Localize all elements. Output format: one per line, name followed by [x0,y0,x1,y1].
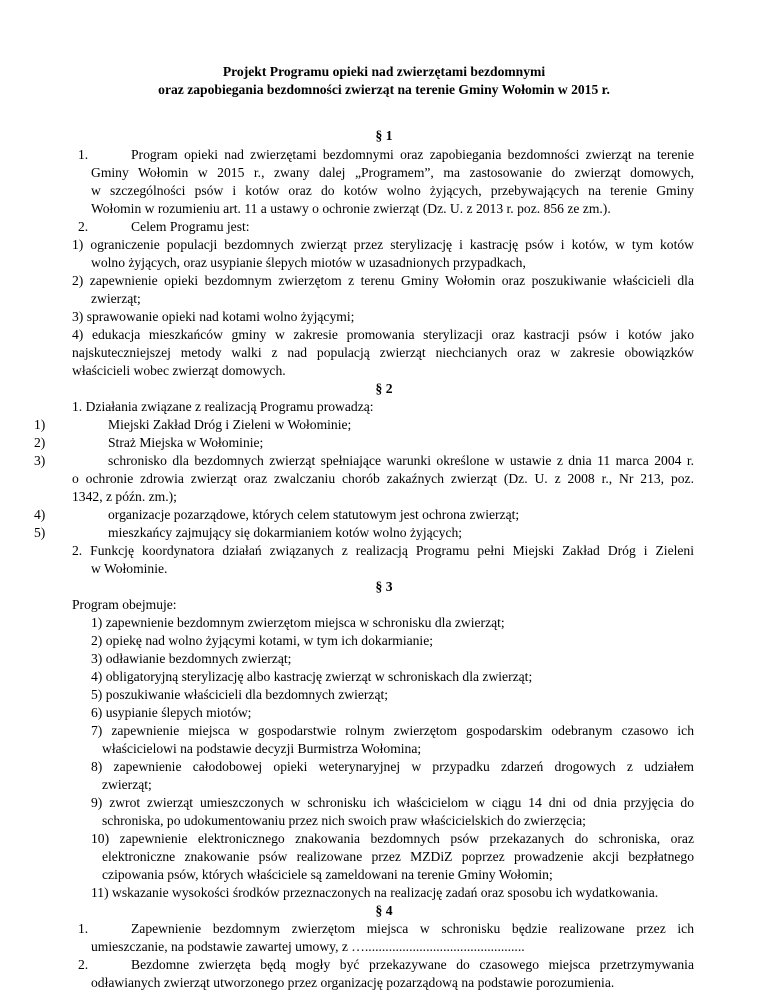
s1-p1-line: Gminy Wołomin w 2015 r., zwany dalej „Programem”, ma zastosowanie do zwierząt domowych, [91,165,694,180]
s2-item-continued: o ochronie zdrowia zwierząt oraz zwalczaniu chorób zakaźnych zwierząt (Dz. U. z 2008 r., Nr 213, poz. [72,471,694,486]
s1-item: 1) ograniczenie populacji bezdomnych zwierząt przez sterylizację i kastrację psów i kotów, w tym kotów [72,237,694,252]
s3-item-continued: zwierząt; [102,777,152,792]
s1-p1-line: Wołomin w rozumieniu art. 11 a ustawy o ochronie zwierząt (Dz. U. z 2013 r. poz. 856 ze zm.). [91,201,611,216]
s2-item-number: 5) [34,525,46,540]
s2-item-number: 2) [34,435,46,450]
s3-item: 5) poszukiwanie właścicieli dla bezdomnych zwierząt; [91,687,389,702]
s2-item-text: organizacje pozarządowe, których celem statutowym jest ochrona zwierząt; [108,507,520,522]
s3-item: 2) opiekę nad wolno żyjącymi kotami, w tym ich dokarmianie; [91,633,434,648]
s3-item: 4) obligatoryjną sterylizację albo kastrację zwierząt w schroniskach dla zwierząt; [91,669,533,684]
s1-p1-line: w szczególności psów i kotów oraz do kotów wolno żyjących, przebywających na terenie Gminy [91,183,694,198]
s1-item-continued: zwierząt; [91,291,141,306]
s3-item-continued: schroniska, po udokumentowaniu przez nich swoich praw właścicielskich do zwierzęcia; [102,813,586,828]
s2-item-number: 1) [34,417,46,432]
s2-item-continued: 1342, z późn. zm.); [72,489,177,504]
s3-item: 3) odławianie bezdomnych zwierząt; [91,651,292,666]
s3-item: 10) zapewnienie elektronicznego znakowania bezdomnych psów przekazanych do schroniska, oraz [91,831,694,846]
s3-item: 1) zapewnienie bezdomnym zwierzętom miejsca w schronisku dla zwierząt; [91,615,505,630]
s4-p2-number: 2. [78,957,89,972]
s1-p1-line: Program opieki nad zwierzętami bezdomnymi oraz zapobiegania bezdomności zwierząt na terenie [131,147,694,162]
document-title-line-2: oraz zapobiegania bezdomności zwierząt na terenie Gminy Wołomin w 2015 r. [158,82,610,97]
s2-item-text: mieszkańcy zajmujący się dokarmianiem kotów wolno żyjących; [108,525,463,540]
s2-item-text: Miejski Zakład Dróg i Zieleni w Wołominie; [108,417,352,432]
section-3-heading: § 3 [375,579,393,594]
s3-item: 7) zapewnienie miejsca w gospodarstwie rolnym zwierzętom gospodarskim odebranym czasowo ich [91,723,694,738]
s3-item: 6) usypianie ślepych miotów; [91,705,252,720]
s3-intro: Program obejmuje: [72,597,177,612]
s2-item-number: 4) [34,507,46,522]
s1-item: 4) edukacja mieszkańców gminy w zakresie promowania sterylizacji oraz kastracji psów i kotów jako [72,327,694,342]
section-4-heading: § 4 [375,903,393,918]
document-title-line-1: Projekt Programu opieki nad zwierzętami bezdomnymi [222,64,546,79]
s3-item: 11) wskazanie wysokości środków przeznaczonych na realizację zadań oraz sposobu ich wydatkowania. [91,885,659,900]
s4-p1-text: Zapewnienie bezdomnym zwierzętom miejsca w schronisku będzie realizowane przez ich [131,921,694,936]
s4-p1-continued: umieszczanie, na podstawie zawartej umowy, z …............................................... [91,939,525,954]
s2-p2-continued: w Wołominie. [91,561,168,576]
s1-item-continued: wolno żyjących, oraz usypianie ślepych miotów w uzasadnionych przypadkach, [91,255,526,270]
s4-p2-continued: odławianych zwierząt utworzonego przez organizację pozarządową na podstawie porozumienia. [91,975,615,990]
s2-p2-text: 2. Funkcję koordynatora działań związanych z realizacją Programu pełni Miejski Zakład Dróg i Zieleni [72,543,694,558]
s3-item-continued: elektroniczne znakowanie psów realizowane przez MZDiZ poprzez prowadzenie akcji bezpłatnego [102,849,694,864]
s1-p2-number: 2. [78,219,89,234]
section-2-heading: § 2 [375,381,393,396]
s1-p2-text: Celem Programu jest: [131,219,250,234]
s1-item-continued: właścicieli wobec zwierząt domowych. [72,363,286,378]
s2-p1-text: 1. Działania związane z realizacją Programu prowadzą: [72,399,374,414]
s4-p2-text: Bezdomne zwierzęta będą mogły być przekazywane do czasowego miejsca przetrzymywania [131,957,694,972]
s2-item-text: schronisko dla bezdomnych zwierząt spełniające warunki określone w ustawie z dnia 11 marca 2004 r. [108,453,694,468]
s2-item-text: Straż Miejska w Wołominie; [108,435,264,450]
s3-item: 8) zapewnienie całodobowej opieki weterynaryjnej w przypadku zdarzeń drogowych z udziałem [91,759,694,774]
s3-item: 9) zwrot zwierząt umieszczonych w schronisku ich właścicielom w ciągu 14 dni od dnia przyjęcia do [91,795,694,810]
s1-p1-number: 1. [78,147,89,162]
s4-p1-number: 1. [78,921,89,936]
s2-item-number: 3) [34,453,46,468]
section-1-heading: § 1 [375,128,393,143]
s1-item: 2) zapewnienie opieki bezdomnym zwierzętom z terenu Gminy Wołomin oraz poszukiwanie właścicieli dla [72,273,694,288]
s1-item-continued: najskuteczniejszej metody walki z nad populacją zwierząt niechcianych oraz w zakresie obowiązków [72,345,694,360]
s3-item-continued: właścicielowi na podstawie decyzji Burmistrza Wołomina; [102,741,422,756]
s1-item: 3) sprawowanie opieki nad kotami wolno żyjącymi; [72,309,355,324]
s3-item-continued: czipowania psów, których właściciele są zameldowani na terenie Gminy Wołomin; [102,867,553,882]
